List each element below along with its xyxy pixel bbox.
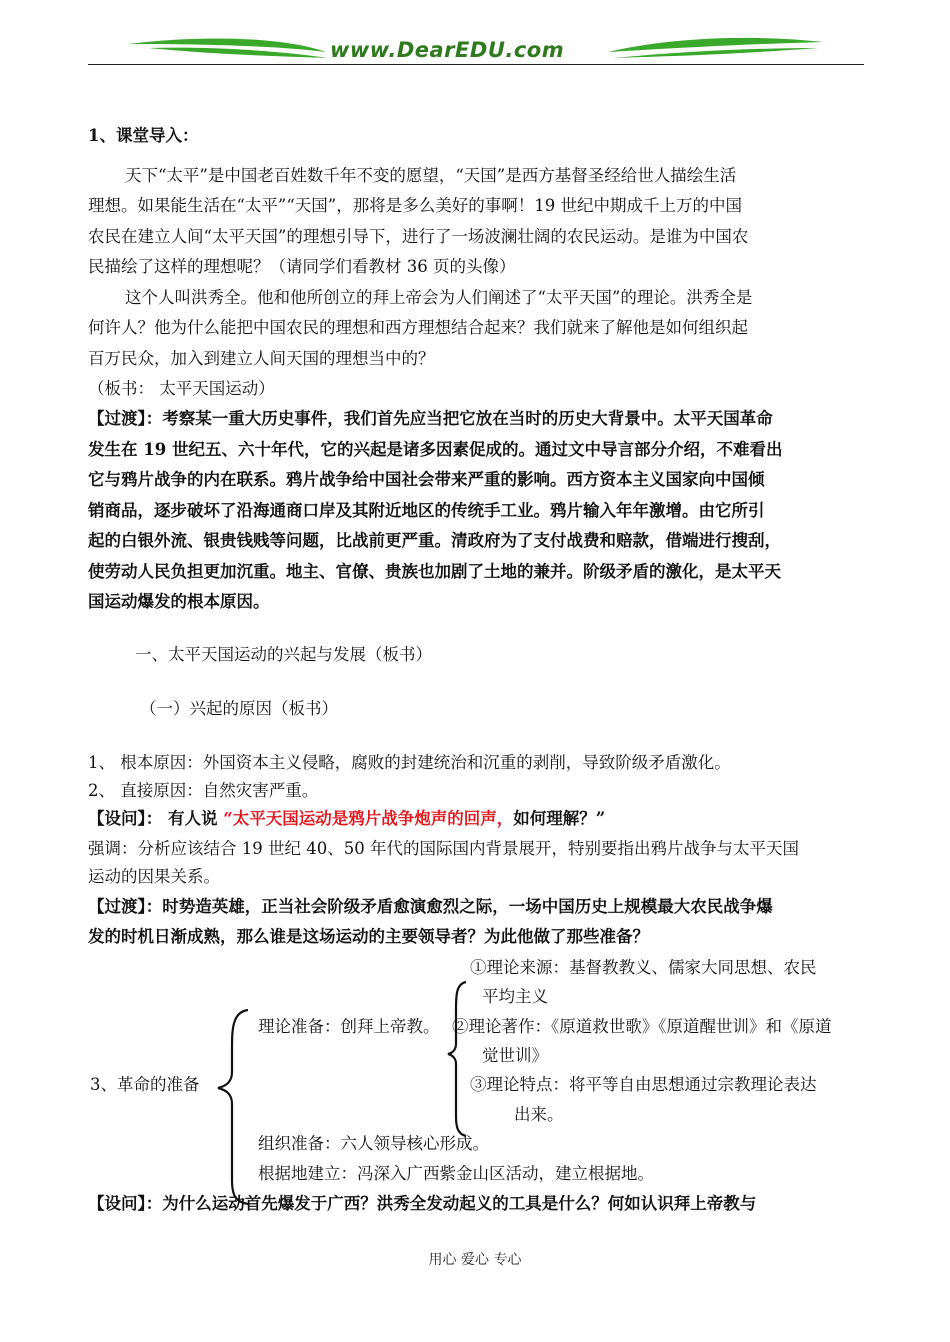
- intro-paragraph-line: 天下“太平”是中国老百姓数千年不变的愿望，“天国”是西方基督圣经给世人描绘生活: [125, 166, 737, 185]
- transition-paragraph-line: 【过渡】：时势造英雄，正当社会阶级矛盾愈演愈烈之际，一场中国历史上规模最大农民战争爆: [88, 897, 773, 916]
- question-label: 【设问】: [88, 1194, 146, 1213]
- page-footer: 用心 爱心 专心: [428, 1252, 522, 1268]
- transition-label: 【过渡】: [88, 409, 146, 428]
- prep-theory: 理论准备：创拜上帝教。: [258, 1017, 440, 1036]
- transition-label: 【过渡】: [88, 897, 146, 916]
- intro-paragraph-line: 农民在建立人间“太平天国”的理想引导下，进行了一场波澜壮阔的农民运动。是谁为中国农: [88, 227, 749, 246]
- cause-item: 1、 根本原因：外国资本主义侵略，腐败的封建统治和沉重的剥削，导致阶级矛盾激化。: [88, 753, 731, 772]
- prep-org: 组织准备：六人领导核心形成。: [258, 1134, 489, 1153]
- question-line: 【设问】： 有人说 “太平天国运动是鸦片战争炮声的回声，如何理解？”: [88, 809, 606, 828]
- prep-sub-item: 觉世训》: [482, 1046, 548, 1065]
- board-note: （板书： 太平天国运动）: [88, 379, 275, 398]
- prep-sub-item: ③理论特点：将平等自由思想通过宗教理论表达: [470, 1075, 817, 1094]
- transition-paragraph-line: 发的时机日渐成熟，那么谁是这场运动的主要领导者？为此他做了那些准备？: [88, 927, 649, 946]
- transition-paragraph-line: 【过渡】：考察某一重大历史事件，我们首先应当把它放在当时的历史大背景中。太平天国革命: [88, 409, 773, 428]
- transition-paragraph-line: 使劳动人民负担更加沉重。地主、官僚、贵族也加剧了土地的兼并。阶级矛盾的激化，是太平天: [88, 562, 781, 581]
- emphasis-line: 运动的因果关系。: [88, 867, 220, 886]
- prep-sub-item: 出来。: [514, 1105, 564, 1124]
- intro-paragraph-line: 理想。如果能生活在“太平”“天国”，那将是多么美好的事啊！19 世纪中期成千上万的中国: [88, 196, 742, 215]
- section-title: 一、太平天国运动的兴起与发展（板书）: [135, 645, 432, 664]
- intro-paragraph-line: 何许人？他为什么能把中国农民的理想和西方理想结合起来？我们就来了解他是如何组织起: [88, 318, 748, 337]
- highlight-quote: “太平天国运动是鸦片战争炮声的回声，: [223, 809, 514, 828]
- cause-item: 2、 直接原因：自然灾害严重。: [88, 781, 319, 800]
- small-brace-icon: [448, 982, 466, 1136]
- large-brace-icon: [218, 1010, 248, 1204]
- question-line: 【设问】：为什么运动首先爆发于广西？洪秀全发动起义的工具是什么？何如认识拜上帝教与: [88, 1194, 757, 1213]
- transition-paragraph-line: 发生在 19 世纪五、六十年代，它的兴起是诸多因素促成的。通过文中导言部分介绍，不难看出: [88, 440, 783, 459]
- prep-base: 根据地建立：冯深入广西紫金山区活动，建立根据地。: [258, 1164, 654, 1183]
- intro-paragraph-line: 这个人叫洪秀全。他和他所创立的拜上帝会为人们阐述了“太平天国”的理论。洪秀全是: [125, 288, 753, 307]
- transition-paragraph-line: 起的白银外流、银贵钱贱等问题，比战前更严重。清政府为了支付战费和赔款，借端进行搜刮，: [88, 531, 781, 550]
- intro-heading: 1、课堂导入：: [88, 126, 199, 145]
- prep-sub-item: ②理论著作：《原道救世歌》《原道醒世训》和《原道: [452, 1017, 832, 1036]
- prep-title: 3、革命的准备: [90, 1075, 200, 1094]
- transition-paragraph-line: 国运动爆发的根本原因。: [88, 592, 270, 611]
- question-label: 【设问】: [88, 809, 146, 828]
- transition-paragraph-line: 它与鸦片战争的内在联系。鸦片战争给中国社会带来严重的影响。西方资本主义国家向中国倾: [88, 470, 765, 489]
- transition-paragraph-line: 销商品，逐步破坏了沿海通商口岸及其附近地区的传统手工业。鸦片输入年年激增。由它所引: [88, 501, 765, 520]
- intro-paragraph-line: 民描绘了这样的理想呢？（请同学们看教材 36 页的头像）: [88, 257, 516, 276]
- site-logo[interactable]: www.DearEDU.com: [330, 38, 565, 62]
- subsection-title: （一）兴起的原因（板书）: [140, 699, 338, 718]
- prep-sub-item: 平均主义: [482, 987, 548, 1006]
- prep-sub-item: ①理论来源：基督教教义、儒家大同思想、农民: [470, 958, 817, 977]
- emphasis-line: 强调：分析应该结合 19 世纪 40、50 年代的国际国内背景展开，特别要指出鸦片战争与太平天国: [88, 839, 799, 858]
- intro-paragraph-line: 百万民众，加入到建立人间天国的理想当中的？: [88, 349, 435, 368]
